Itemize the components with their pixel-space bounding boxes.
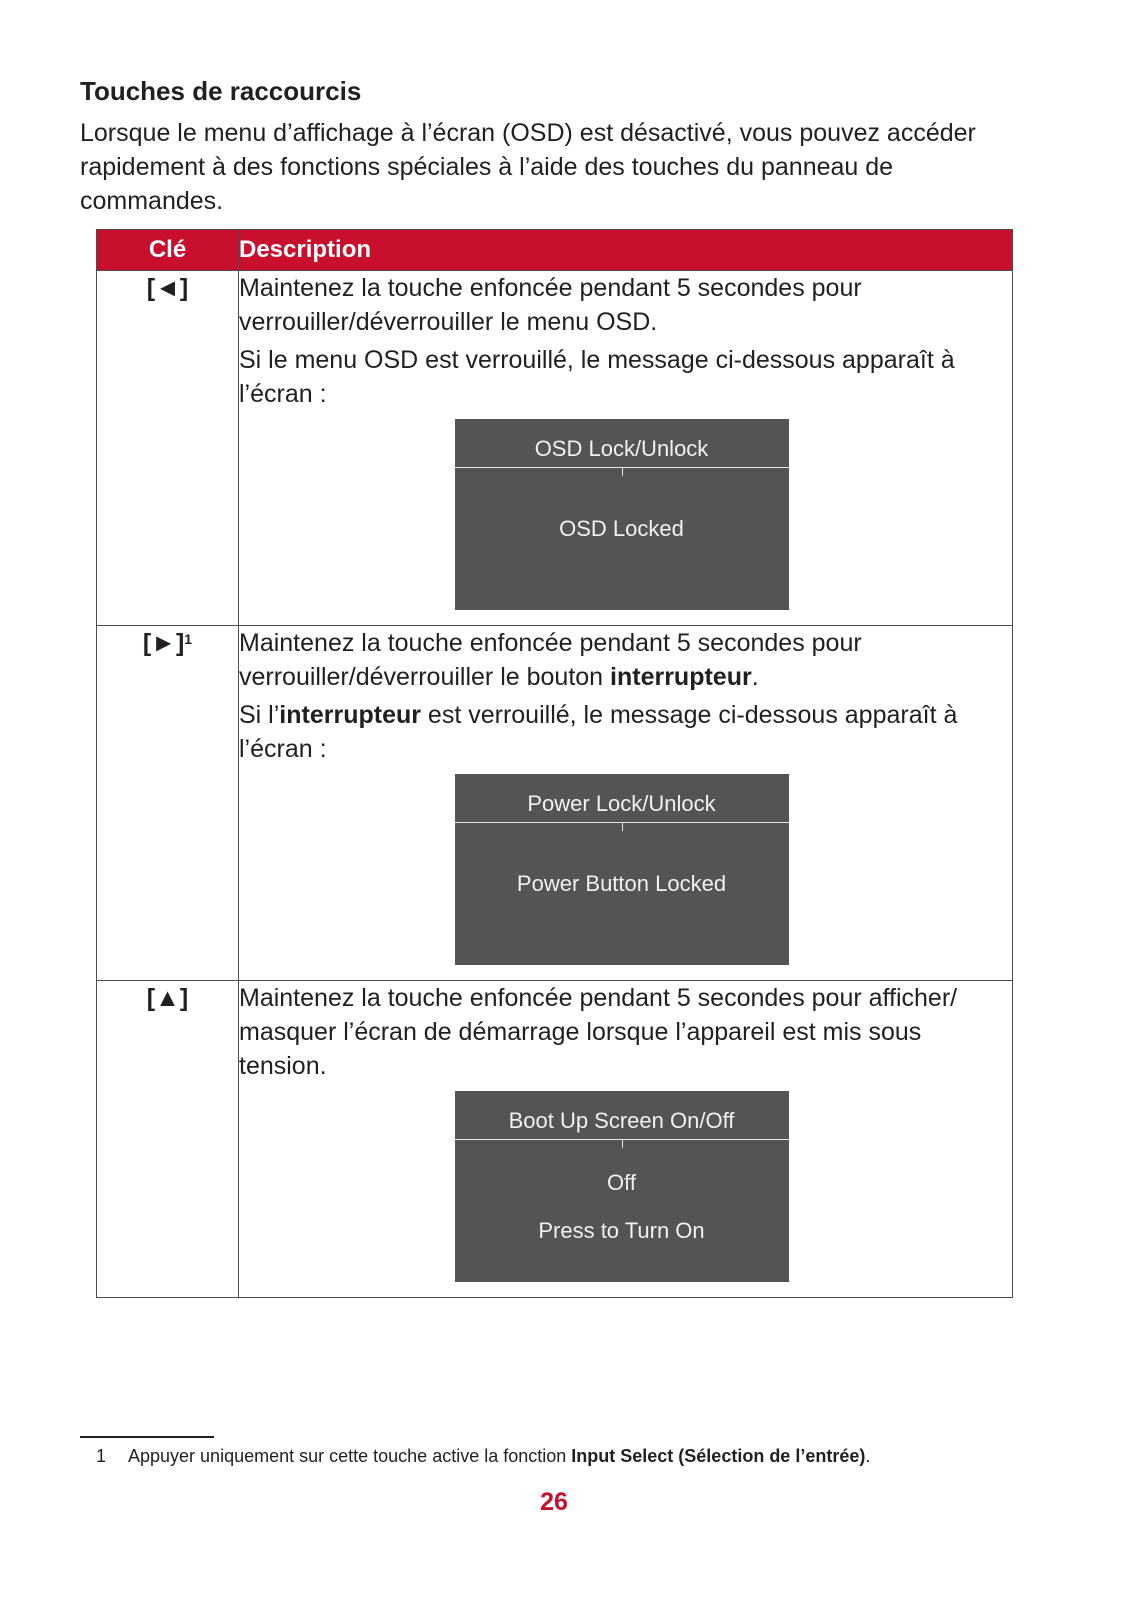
text-run: est verrouillé, le message ci-dessous apparaît à l’écran : bbox=[239, 701, 958, 763]
up-arrow-key-label: [▲] bbox=[146, 984, 189, 1012]
bold-term: interrupteur bbox=[610, 663, 752, 691]
description-text: Maintenez la touche enfoncée pendant 5 secondes pour afficher/ masquer l’écran de démarrage lorsque l’appareil est mis sous tension. bbox=[239, 984, 958, 1080]
osd-body bbox=[455, 823, 789, 965]
table-row bbox=[97, 981, 1013, 1298]
osd-message-box bbox=[455, 419, 789, 610]
bold-term: interrupteur bbox=[279, 701, 421, 729]
description-text: Si le menu OSD est verrouillé, le message ci-dessous apparaît à l’écran : bbox=[239, 346, 955, 408]
description-cell bbox=[239, 271, 1013, 626]
header-key: Clé bbox=[97, 230, 239, 271]
hotkeys-table bbox=[96, 229, 1013, 1298]
text-run: Si l’ bbox=[239, 701, 280, 729]
osd-title: OSD Lock/Unlock bbox=[455, 419, 789, 468]
key-cell bbox=[97, 626, 239, 981]
osd-body bbox=[455, 468, 789, 610]
footnote-divider bbox=[80, 1436, 214, 1438]
description-text: Maintenez la touche enfoncée pendant 5 secondes pour verrouiller/déverrouiller le menu OSD. bbox=[239, 274, 862, 336]
page-number: 26 bbox=[540, 1488, 568, 1516]
osd-message-secondary: Press to Turn On bbox=[538, 1218, 705, 1243]
intro-paragraph: Lorsque le menu d’affichage à l’écran (OSD) est désactivé, vous pouvez accéder rapidement à des fonctions spéciales à l’aide des touches du panneau de commandes. bbox=[80, 119, 976, 215]
osd-message-box bbox=[455, 774, 789, 965]
description-cell bbox=[239, 626, 1013, 981]
osd-title: Power Lock/Unlock bbox=[455, 774, 789, 823]
right-arrow-key-label: [►] bbox=[142, 629, 185, 657]
description-text bbox=[239, 698, 1012, 766]
key-cell bbox=[97, 271, 239, 626]
table-row bbox=[97, 271, 1013, 626]
footnote-text: . bbox=[865, 1446, 871, 1466]
footnote-number: 1 bbox=[96, 1446, 107, 1466]
osd-message: OSD Locked bbox=[559, 516, 684, 541]
section-title: Touches de raccourcis bbox=[80, 76, 362, 106]
footnote-marker: 1 bbox=[184, 631, 193, 647]
left-arrow-key-label: [◄] bbox=[146, 274, 189, 302]
text-run: Maintenez la touche enfoncée pendant 5 secondes pour verrouiller/déverrouiller le bouton bbox=[239, 629, 862, 691]
table-header-row bbox=[97, 230, 1013, 271]
osd-message: Off bbox=[607, 1170, 636, 1195]
footnote bbox=[96, 1444, 870, 1468]
osd-title: Boot Up Screen On/Off bbox=[455, 1091, 789, 1140]
osd-message: Power Button Locked bbox=[516, 871, 727, 896]
table-row bbox=[97, 626, 1013, 981]
footnote-bold-text: Input Select (Sélection de l’entrée) bbox=[571, 1446, 866, 1466]
text-run: . bbox=[751, 663, 759, 691]
header-description: Description bbox=[239, 230, 1013, 271]
footnote-text: Appuyer uniquement sur cette touche active la fonction bbox=[128, 1446, 572, 1466]
osd-body bbox=[455, 1140, 789, 1282]
osd-message-box bbox=[455, 1091, 789, 1282]
key-cell bbox=[97, 981, 239, 1298]
description-text bbox=[239, 626, 1012, 694]
description-cell bbox=[239, 981, 1013, 1298]
